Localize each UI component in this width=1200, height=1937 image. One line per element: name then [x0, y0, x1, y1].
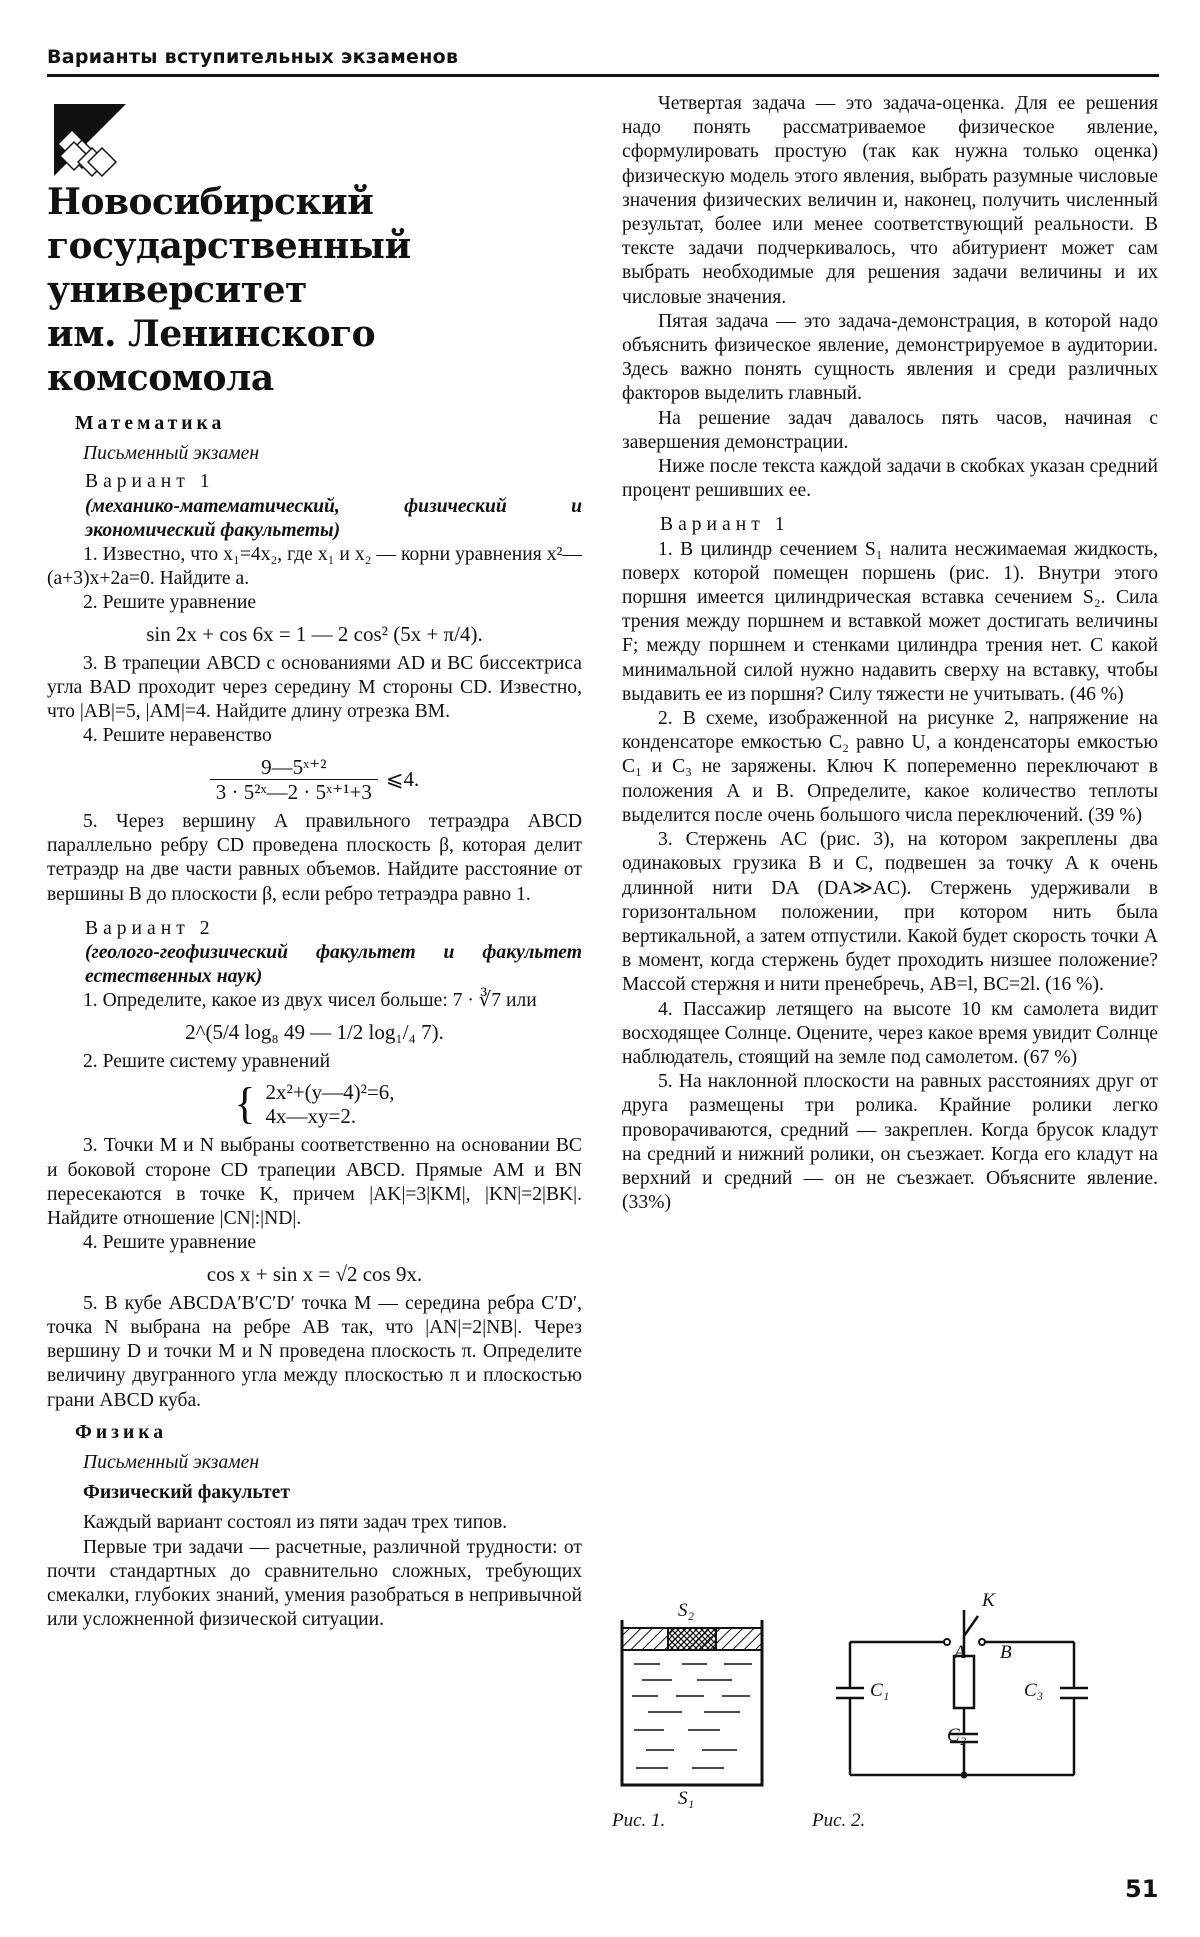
physics-v1-problem-3: 3. Стержень AC (рис. 3), на котором закреплены два одинаковых грузика B и C, подвешен за точку A к очень длинной нити DA (DA≫AC). Стержень удерживали в горизонтальном положении, при котором нить была вертикальной, а затем отпустили. Какой будет скорость точки A в момент, когда стержень будет проходить низшее положение? Массой стержня и нити пренебречь, AB=l, BC=2l. (16 %).: [622, 829, 1158, 996]
physics-intro-2: Первые три задачи — расчетные, различной трудности: от почти стандартных до сравнительно сложных, требующих смекалки, глубоких знаний, умения разобраться в непривычной или усложненной физической ситуации.: [47, 1536, 582, 1631]
math-variant2-label: Вариант 2: [85, 917, 215, 939]
fig1-label-s1: S₁: [678, 1788, 695, 1809]
fig2-label-c1: C₁: [870, 1680, 890, 1701]
math-subject-heading: Математика: [75, 413, 226, 434]
physics-intro-3: Четвертая задача — это задача-оценка. Для ее решения надо понять рассматриваемое физическое явление, сформулировать простую (так как нужна только оценка) физическую модель этого явления, выбрать разумные числовые значения физических величин и, наконец, получить численный результат, более или менее соответствующий реальности. В тексте задачи подчеркивалось, что абитуриент может сам выбрать необходимые для решения задачи величины и их числовые значения.: [622, 93, 1158, 308]
title-line: университет: [47, 269, 307, 311]
fraction-numerator: 9—5ˣ⁺²: [261, 754, 327, 779]
math-v1-problem-3: 3. В трапеции ABCD с основаниями AD и BC биссектриса угла BAD проходит через середину M стороны CD. Известно, что |AB|=5, |AM|=4. Найдите длину отрезка BM.: [47, 652, 582, 723]
page-number: 51: [1125, 1875, 1159, 1903]
math-v1-formula-4: [47, 755, 582, 804]
physics-intro-1: Каждый вариант состоял из пяти задач трех типов.: [83, 1512, 508, 1534]
fig2-caption: Рис. 2.: [812, 1810, 866, 1831]
math-v2-problem-5: 5. В кубе ABCDA′B′C′D′ точка M — середина ребра C′D′, точка N выбрана на ребре AB так, что |AN|=2|NB|. Через вершину D и точки M и N проведена плоскость π. Определите величину двугранного угла между плоскостью π и плоскостью грани ABCD куба.: [47, 1292, 582, 1411]
system-brace: {: [234, 1079, 256, 1129]
figure-1-cylinder: [612, 1600, 782, 1800]
fig1-caption: Рис. 1.: [612, 1810, 666, 1831]
fraction-denominator: 3 · 5²ˣ—2 · 5ˣ⁺¹+3: [210, 779, 378, 804]
system-equation: 4x—xy=2.: [265, 1104, 357, 1129]
math-exam-heading: Письменный экзамен: [83, 443, 260, 465]
physics-intro-6: Ниже после текста каждой задачи в скобках указан средний процент решивших ее.: [622, 456, 1158, 502]
math-v1-problem-4: 4. Решите неравенство: [83, 725, 272, 747]
running-header: Варианты вступительных экзаменов: [47, 46, 459, 68]
math-v2-formula-4: cos x + sin x = √2 cos 9x.: [206, 1261, 423, 1286]
math-v2-problem-2: 2. Решите систему уравнений: [83, 1050, 331, 1072]
fig2-label-k: K: [982, 1590, 995, 1611]
physics-v1-problem-1: 1. В цилиндр сечением S₁ налита несжимаемая жидкость, поверх которой помещен поршень (рис. 1). Внутри этого поршня имеется цилиндрическая вставка сечением S₂. Сила трения между поршнем и вставкой может достигать величины F; между поршнем и стенками цилиндра трения нет. С какой минимальной силой нужно надавить сверху на вставку, чтобы выдавить ее из поршня? Силу тяжести не учитывать. (46 %): [622, 538, 1158, 705]
math-v2-system: [47, 1080, 582, 1128]
system-equation: 2x²+(y—4)²=6,: [265, 1080, 395, 1105]
physics-exam-heading: Письменный экзамен: [83, 1451, 260, 1473]
math-variant1-label: Вариант 1: [85, 471, 215, 493]
fig2-label-c3: C₃: [1024, 1680, 1044, 1701]
physics-faculty-heading: Физический факультет: [83, 1482, 290, 1504]
fig2-label-b: B: [1000, 1642, 1012, 1663]
math-v2-formula-1: 2^(5/4 log₈ 49 — 1/2 log₁/₄ 7).: [185, 1019, 444, 1044]
math-v2-problem-3: 3. Точки M и N выбраны соответственно на основании BC и боковой стороне CD трапеции ABCD. Прямые AM и BN пересекаются в точке K, причем |AK|=3|KM|, |KN|=2|BK|. Найдите отношение |CN|:|ND|.: [47, 1135, 582, 1230]
fig2-label-c2: C₂: [947, 1725, 967, 1746]
fig1-label-s2: S₂: [678, 1600, 695, 1621]
title-line: им. Ленинского комсомола: [47, 313, 376, 399]
physics-intro-4: Пятая задача — это задача-демонстрация, в которой надо объяснить физическое явление, демонстрируемое в аудитории. Здесь важно понять сущность явления и среди различных факторов выделить главный.: [622, 310, 1158, 405]
math-v2-problem-4: 4. Решите уравнение: [83, 1232, 257, 1254]
math-v2-problem-1: 1. Определите, какое из двух чисел больше: 7 · ∛7 или: [83, 990, 537, 1012]
right-column: [622, 92, 1158, 1215]
title-line: Новосибирский: [47, 181, 374, 223]
math-v1-problem-5: 5. Через вершину A правильного тетраэдра ABCD параллельно ребру CD проведена плоскость β, которая делит тетраэдр на две части равных объемов. Найдите расстояние от вершины B до плоскости β, если ребро тетраэдра равно 1.: [47, 811, 582, 905]
physics-subject-heading: Физика: [75, 1421, 168, 1443]
math-variant1-note: (механико-математический, физический и экономический факультеты): [85, 495, 582, 541]
math-v1-formula-2: sin 2x + cos 6x = 1 — 2 cos² (5x + π/4).: [146, 621, 483, 646]
title-line: государственный: [47, 225, 411, 267]
article-title: [47, 180, 582, 400]
physics-v1-problem-5: 5. На наклонной плоскости на равных расстояниях друг от друга размещены три ролика. Крайние ролики легко проворачиваются, средний — закреплен. Когда брусок кладут на средний и нижний ролики, он съезжает. Когда его кладут на верхний и средний — он не съезжает. Объясните явление. (33%): [622, 1071, 1158, 1214]
physics-v1-problem-4: 4. Пассажир летящего на высоте 10 км самолета видит восходящее Солнце. Оцените, через какое время увидит Солнце наблюдатель, стоящий на земле под самолетом. (67 %): [622, 998, 1158, 1068]
header-rule: [47, 74, 1159, 77]
journal-logo-icon: [50, 100, 130, 180]
fig2-label-a: A: [954, 1642, 966, 1663]
math-variant2-note: (геолого-геофизический факультет и факультет естественных наук): [85, 942, 582, 988]
math-v1-problem-1: 1. Известно, что x₁=4x₂, где x₁ и x₂ — корни уравнения x²—(a+3)x+2a=0. Найдите a.: [47, 544, 582, 590]
left-column: [47, 180, 582, 1632]
figures-area: [612, 1590, 1162, 1831]
math-v1-problem-2: 2. Решите уравнение: [83, 592, 257, 614]
physics-variant1-label: Вариант 1: [660, 514, 790, 536]
physics-v1-problem-2: 2. В схеме, изображенной на рисунке 2, напряжение на конденсаторе емкостью C₂ равно U, а конденсаторы емкостью C₁ и C₃ не заряжены. Ключ K попеременно переключают в положения A и B. Определите, какое количество теплоты выделится после очень большого числа переключений. (39 %): [622, 708, 1158, 826]
physics-intro-5: На решение задач давалось пять часов, начиная с завершения демонстрации.: [622, 407, 1158, 453]
inequality-relation: ⩽4.: [385, 767, 420, 792]
